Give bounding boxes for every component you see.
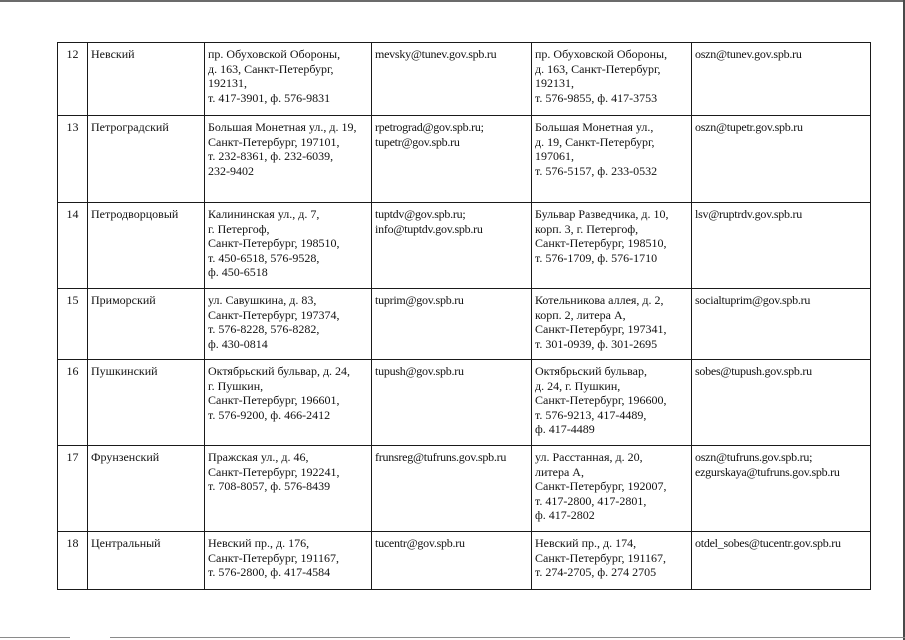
table-row bbox=[58, 289, 871, 360]
oszn-email-cell: oszn@tupetr.gov.spb.ru bbox=[692, 116, 871, 203]
administration-email-cell: tuptdv@gov.spb.ru; info@tuptdv.gov.spb.ru bbox=[372, 203, 532, 289]
administration-email-cell: rpetrograd@gov.spb.ru; tupetr@gov.spb.ru bbox=[372, 116, 532, 203]
table-row bbox=[58, 43, 871, 116]
administration-address-cell: Октябрьский бульвар, д. 24, г. Пушкин, Санкт-Петербург, 196601, т. 576-9200, ф. 466-2412 bbox=[205, 360, 372, 446]
administration-email-cell: tucentr@gov.spb.ru bbox=[372, 532, 532, 590]
district-name-cell: Приморский bbox=[88, 289, 205, 360]
district-name-cell: Невский bbox=[88, 43, 205, 116]
page-top-edge bbox=[0, 0, 905, 2]
oszn-email-cell: oszn@tufruns.gov.spb.ru; ezgurskaya@tufruns.gov.spb.ru bbox=[692, 446, 871, 532]
oszn-address-cell: Большая Монетная ул., д. 19, Санкт-Петербург, 197061, т. 576-5157, ф. 233-0532 bbox=[532, 116, 692, 203]
district-name-cell: Петродворцовый bbox=[88, 203, 205, 289]
district-offices-table bbox=[57, 42, 871, 590]
oszn-address-cell: пр. Обуховской Обороны, д. 163, Санкт-Петербург, 192131, т. 576-9855, ф. 417-3753 bbox=[532, 43, 692, 116]
administration-address-cell: Невский пр., д. 176, Санкт-Петербург, 191167, т. 576-2800, ф. 417-4584 bbox=[205, 532, 372, 590]
table-row bbox=[58, 446, 871, 532]
administration-address-cell: Калининская ул., д. 7, г. Петергоф, Санкт-Петербург, 198510, т. 450-6518, 576-9528, ф. 450-6518 bbox=[205, 203, 372, 289]
district-name-cell: Центральный bbox=[88, 532, 205, 590]
table-row bbox=[58, 203, 871, 289]
oszn-address-cell: ул. Расстанная, д. 20, литера А, Санкт-Петербург, 192007, т. 417-2800, 417-2801, ф. 417-2802 bbox=[532, 446, 692, 532]
row-number-cell: 14 bbox=[58, 203, 88, 289]
row-number-cell: 17 bbox=[58, 446, 88, 532]
oszn-email-cell: oszn@tunev.gov.spb.ru bbox=[692, 43, 871, 116]
administration-address-cell: пр. Обуховской Обороны, д. 163, Санкт-Петербург, 192131, т. 417-3901, ф. 576-9831 bbox=[205, 43, 372, 116]
page-bottom-edge-right bbox=[110, 637, 905, 638]
oszn-email-cell: otdel_sobes@tucentr.gov.spb.ru bbox=[692, 532, 871, 590]
table-row bbox=[58, 116, 871, 203]
administration-address-cell: ул. Савушкина, д. 83, Санкт-Петербург, 197374, т. 576-8228, 576-8282, ф. 430-0814 bbox=[205, 289, 372, 360]
district-name-cell: Фрунзенский bbox=[88, 446, 205, 532]
oszn-address-cell: Котельникова аллея, д. 2, корп. 2, литера А, Санкт-Петербург, 197341, т. 301-0939, ф. 301-2695 bbox=[532, 289, 692, 360]
row-number-cell: 16 bbox=[58, 360, 88, 446]
administration-email-cell: tupush@gov.spb.ru bbox=[372, 360, 532, 446]
row-number-cell: 13 bbox=[58, 116, 88, 203]
district-name-cell: Петроградский bbox=[88, 116, 205, 203]
row-number-cell: 12 bbox=[58, 43, 88, 116]
table-row bbox=[58, 532, 871, 590]
oszn-address-cell: Октябрьский бульвар, д. 24, г. Пушкин, Санкт-Петербург, 196600, т. 576-9213, 417-4489, ф. 417-4489 bbox=[532, 360, 692, 446]
administration-email-cell: mevsky@tunev.gov.spb.ru bbox=[372, 43, 532, 116]
administration-email-cell: frunsreg@tufruns.gov.spb.ru bbox=[372, 446, 532, 532]
row-number-cell: 18 bbox=[58, 532, 88, 590]
oszn-address-cell: Невский пр., д. 174, Санкт-Петербург, 191167, т. 274-2705, ф. 274 2705 bbox=[532, 532, 692, 590]
row-number-cell: 15 bbox=[58, 289, 88, 360]
oszn-email-cell: lsv@ruptrdv.gov.spb.ru bbox=[692, 203, 871, 289]
page-bottom-edge-left bbox=[0, 637, 70, 638]
table-row bbox=[58, 360, 871, 446]
oszn-address-cell: Бульвар Разведчика, д. 10, корп. 3, г. Петергоф, Санкт-Петербург, 198510, т. 576-1709, ф. 576-1710 bbox=[532, 203, 692, 289]
administration-email-cell: tuprim@gov.spb.ru bbox=[372, 289, 532, 360]
administration-address-cell: Пражская ул., д. 46, Санкт-Петербург, 192241, т. 708-8057, ф. 576-8439 bbox=[205, 446, 372, 532]
oszn-email-cell: sobes@tupush.gov.spb.ru bbox=[692, 360, 871, 446]
administration-address-cell: Большая Монетная ул., д. 19, Санкт-Петербург, 197101, т. 232-8361, ф. 232-6039, 232-9402 bbox=[205, 116, 372, 203]
oszn-email-cell: socialtuprim@gov.spb.ru bbox=[692, 289, 871, 360]
district-name-cell: Пушкинский bbox=[88, 360, 205, 446]
